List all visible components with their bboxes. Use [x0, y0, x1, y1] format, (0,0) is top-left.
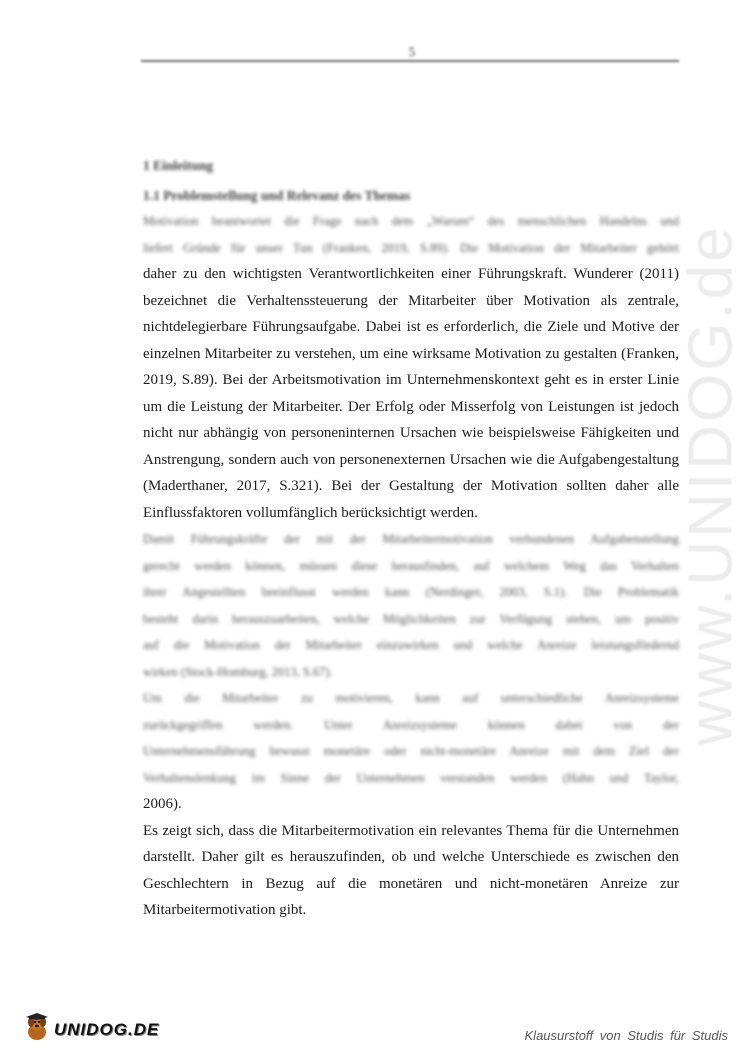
- watermark: www.UNIDOG.de: [676, 224, 746, 746]
- page-number: 5: [408, 44, 416, 59]
- subsection-heading: 1.1 Problemstellung und Relevanz des Themas: [143, 188, 411, 203]
- blurred-line: Unternehmensführung bewusst monetäre oder nicht-monetäre Anreize mit dem Ziel der: [143, 744, 679, 758]
- blurred-line: zurückgegriffen werden. Unter Anreizsysteme können dabei von der: [143, 717, 679, 732]
- text-line: bezeichnet die Verhaltenssteuerung der Mitarbeiter über Motivation als zentrale,: [143, 292, 679, 309]
- document-body: [143, 150, 679, 924]
- text-line: nichtdelegierbare Führungsaufgabe. Dabei ist es erforderlich, die Ziele und Motive der: [143, 319, 679, 335]
- blurred-line: gerecht werden können, müssen diese herausfinden, auf welchem Weg das Verhalten: [143, 558, 679, 573]
- text-line: 2006).: [143, 796, 182, 812]
- paragraph-2: [143, 526, 679, 685]
- text-line: Anstrengung, sondern auch von personenexternen Ursachen wie die Aufgabengestaltung: [143, 451, 679, 468]
- text-line: um die Leistung der Mitarbeiter. Der Erfolg oder Misserfolg von Leistungen ist jedoch: [143, 398, 679, 415]
- text-line: darstellt. Daher gilt es herauszufinden, ob und welche Unterschiede es zwischen den: [143, 849, 679, 865]
- footer-tagline: Klausurstoff von Studis für Studis: [524, 1028, 728, 1043]
- blurred-line: Um die Mitarbeiter zu motivieren, kann auf unterschiedliche Anreizsysteme: [143, 691, 679, 705]
- section-heading: 1 Einleitung: [143, 158, 214, 173]
- text-line: nicht nur abhängig von personeninternen Ursachen wie beispielsweise Fähigkeiten und: [143, 425, 679, 441]
- text-line: 2019, S.89). Bei der Arbeitsmotivation im Unternehmenskontext geht es in erster Linie: [143, 372, 679, 388]
- blurred-line: Verhaltenslenkung im Sinne der Unternehmen verstanden werden (Hahn und Taylor,: [143, 770, 679, 785]
- paragraph-4: [143, 818, 679, 924]
- text-line: Mitarbeitermotivation gibt.: [143, 902, 307, 918]
- paragraph-1: [143, 208, 679, 526]
- text-line: daher zu den wichtigsten Verantwortlichkeiten einer Führungskraft. Wunderer (2011): [143, 266, 679, 282]
- blurred-line: ihrer Angestellten beeinflusst werden kann (Nerdinger, 2003, S.1). Die Problematik: [143, 585, 679, 599]
- text-line: Geschlechtern in Bezug auf die monetären und nicht-monetären Anreize zur: [143, 875, 679, 892]
- paragraph-3: [143, 685, 679, 818]
- text-line: (Maderthaner, 2017, S.321). Bei der Gestaltung der Motivation sollten daher alle: [143, 478, 679, 494]
- header-divider: [141, 60, 679, 62]
- blurred-line: auf die Motivation der Mitarbeiter einzuwirken und welche Anreize leistungsfördernd: [143, 638, 679, 652]
- blurred-line: liefert Gründe für unser Tun (Franken, 2019, S.89). Die Motivation der Mitarbeiter gehört: [143, 240, 679, 255]
- logo-text: UNIDOG.DE: [54, 1020, 160, 1039]
- dog-mascot-icon: [22, 1012, 52, 1042]
- text-line: einzelnen Mitarbeiter zu verstehen, um eine wirksame Motivation zu gestalten (Franken,: [143, 345, 679, 362]
- blurred-line: besteht darin herauszuarbeiten, welche Möglichkeiten zur Verfügung stehen, um positiv: [143, 611, 679, 626]
- text-line: Einflussfaktoren vollumfänglich berücksichtigt werden.: [143, 504, 478, 521]
- blurred-line: wirken (Stock-Homburg, 2013, S.67).: [143, 664, 333, 679]
- text-line: Es zeigt sich, dass die Mitarbeitermotivation ein relevantes Thema für die Unternehmen: [143, 822, 679, 839]
- unidog-logo[interactable]: [22, 1012, 159, 1042]
- blurred-line: Motivation beantwortet die Frage nach dem „Warum“ des menschlichen Handelns und: [143, 214, 679, 228]
- blurred-line: Damit Führungskräfte der mit der Mitarbeitermotivation verbundenen Aufgabenstellung: [143, 532, 679, 546]
